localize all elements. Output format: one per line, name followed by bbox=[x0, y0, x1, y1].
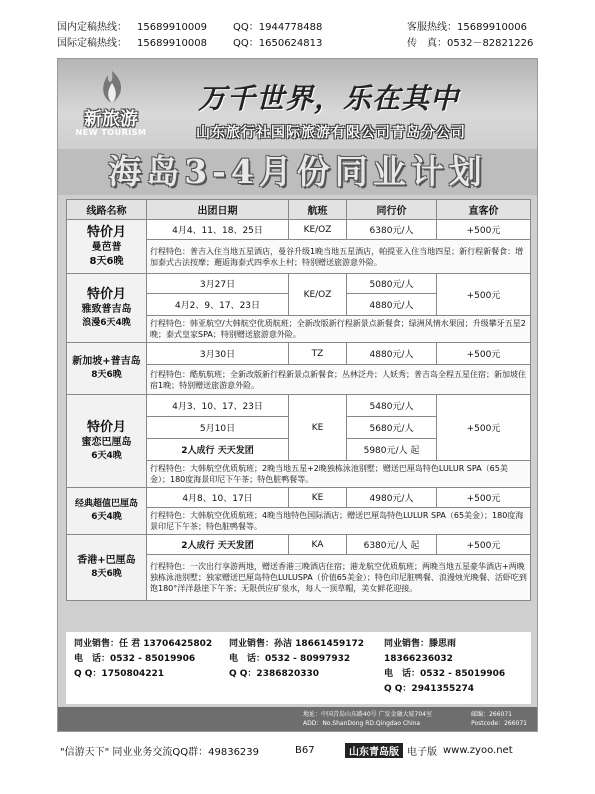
route-peer-price: 6380元/人 起 bbox=[347, 535, 437, 555]
route-name-cell bbox=[67, 274, 147, 343]
top-hotline-bar bbox=[57, 20, 537, 54]
route-name-cell bbox=[67, 343, 147, 395]
route-flight: TZ bbox=[289, 343, 347, 365]
route-date: 4月2、9、17、23日 bbox=[147, 294, 289, 316]
slogan: 万千世界，乐在其中 bbox=[198, 82, 460, 115]
col-route: 线路名称 bbox=[67, 200, 147, 220]
route-name-cell bbox=[67, 220, 147, 274]
contact-tel: 电 话：0532 - 85019906 bbox=[384, 669, 506, 679]
route-days: 6天4晚 bbox=[91, 512, 122, 522]
route-features: 行程特色：韩亚航空/大韩航空优质航班；全新改版新行程新景点新餐食；绿洲风情水果园；升级攀牙五星2晚；泰式皇家SPA；特别赠送旅游意外险。 bbox=[147, 316, 531, 343]
contact-qq: Q Q：2386820330 bbox=[229, 669, 320, 679]
intl-hotline-phone: 15689910008 bbox=[137, 38, 207, 49]
route-name-cell bbox=[67, 395, 147, 488]
brand-name: 新旅游 bbox=[84, 109, 138, 130]
col-peer-price: 同行价 bbox=[347, 200, 437, 220]
route-name: 雅致普吉岛 bbox=[81, 303, 132, 315]
edition-badge: 山东青岛版 bbox=[345, 743, 403, 758]
fax-label: 传 真： bbox=[407, 38, 447, 49]
page-number: B67 bbox=[295, 744, 315, 756]
table-row bbox=[67, 395, 531, 417]
service-hotline-label: 客服热线： bbox=[407, 22, 457, 33]
address-en: ADD：No.ShanDong RD.Qingdao China bbox=[303, 720, 421, 727]
domestic-hotline-phone: 15689910009 bbox=[137, 22, 207, 33]
contact-card bbox=[376, 632, 531, 704]
route-days: 浪漫6天4晚 bbox=[82, 317, 131, 328]
table-row bbox=[67, 535, 531, 555]
route-peer-price: 6380元/人 bbox=[347, 220, 437, 240]
domestic-hotline-qq: QQ：1944778488 bbox=[233, 22, 323, 33]
contact-qq: Q Q：1750804221 bbox=[74, 669, 165, 679]
intl-hotline-qq: QQ：1650624813 bbox=[233, 38, 323, 49]
domestic-hotline-label: 国内定稿热线： bbox=[57, 22, 127, 33]
route-name: 曼芭普 bbox=[91, 241, 122, 253]
address-bar bbox=[58, 707, 538, 732]
route-features: 行程特色：大韩航空优质航班；2晚当地五星+2晚独栋泳池别墅；赠送巴厘岛特色LULUR SPA（65美金）；180度海景印尼下午茶；特色脏鸭餐等。 bbox=[147, 461, 531, 488]
brand-logo bbox=[66, 69, 156, 139]
contact-sales: 同业销售：滕思雨 18366236032 bbox=[384, 639, 457, 664]
route-peer-price: 5480元/人 bbox=[347, 395, 437, 417]
intl-hotline-label: 国际定稿热线： bbox=[57, 38, 127, 49]
route-date: 5月10日 bbox=[147, 417, 289, 439]
route-date: 4月3、10、17、23日 bbox=[147, 395, 289, 417]
travel-flyer bbox=[57, 58, 538, 732]
route-flight: KE/OZ bbox=[289, 220, 347, 240]
route-days: 8天6晚 bbox=[91, 569, 122, 579]
address-cn: 地址：中国青岛山东路40号 广发金融大厦704室 bbox=[303, 711, 432, 718]
route-retail-price: +500元 bbox=[437, 343, 531, 365]
postcode-en: Postcode：266071 bbox=[471, 720, 527, 727]
route-peer-price: 4980元/人 bbox=[347, 488, 437, 508]
table-row bbox=[67, 274, 531, 294]
edition-label: 电子版 bbox=[407, 746, 437, 758]
route-flight: KE/OZ bbox=[289, 274, 347, 316]
page-footer bbox=[60, 742, 538, 758]
route-date: 4月4、11、18、25日 bbox=[147, 220, 289, 240]
route-features: 行程特色：酷航航班；全新改版新行程新景点新餐食；丛林泛舟；人妖秀；普吉岛全程五星住宿；新加坡住宿1晚；特别赠送旅游意外险。 bbox=[147, 365, 531, 395]
route-date: 3月27日 bbox=[147, 274, 289, 294]
contact-card bbox=[221, 632, 376, 704]
sales-contacts bbox=[66, 632, 531, 704]
route-name-cell bbox=[67, 488, 147, 535]
route-peer-price: 4880元/人 bbox=[347, 343, 437, 365]
route-days: 8天6晚 bbox=[89, 255, 124, 267]
route-tag: 特价月 bbox=[86, 419, 126, 435]
contact-qq: Q Q：2941355274 bbox=[384, 684, 475, 694]
route-peer-price: 5680元/人 bbox=[347, 417, 437, 439]
postcode-cn: 邮编：266071 bbox=[471, 711, 512, 718]
hotline-row-1 bbox=[57, 20, 537, 36]
table-row bbox=[67, 343, 531, 365]
route-tag: 特价月 bbox=[86, 286, 126, 302]
col-date: 出团日期 bbox=[147, 200, 289, 220]
brand-subtitle: NEW TOURISM bbox=[75, 128, 147, 137]
route-days: 6天4晚 bbox=[91, 450, 122, 461]
footer-qq-group: "信游天下" 同业业务交流QQ群：49836239 bbox=[60, 746, 260, 758]
route-features: 行程特色：普吉入住当地五星酒店，曼谷升级1晚当地五星酒店，帕提亚入住当地四星；新行程新餐食：增加泰式古法按摩；邂逅海泰式四季水上村；特别赠送旅游意外险。 bbox=[147, 240, 531, 274]
table-header-row bbox=[67, 200, 531, 220]
route-name-cell bbox=[67, 535, 147, 601]
website-link[interactable]: www.zyoo.net bbox=[443, 744, 513, 756]
route-peer-price: 4880元/人 bbox=[347, 294, 437, 316]
route-name: 蜜恋巴厘岛 bbox=[81, 436, 132, 448]
route-date: 2人成行 天天发团 bbox=[147, 535, 289, 555]
route-tag: 特价月 bbox=[86, 224, 126, 240]
route-days: 8天6晚 bbox=[91, 370, 122, 380]
contact-tel: 电 话：0532 - 80997932 bbox=[229, 654, 351, 664]
company-name: 山东旅行社国际旅游有限公司青岛分公司 bbox=[196, 125, 466, 141]
page-title: 海岛3-4月份同业计划 bbox=[58, 149, 537, 195]
flyer-header bbox=[58, 59, 537, 149]
route-retail-price: +500元 bbox=[437, 535, 531, 555]
route-date: 3月30日 bbox=[147, 343, 289, 365]
route-peer-price: 5980元/人 起 bbox=[347, 439, 437, 461]
col-retail-price: 直客价 bbox=[437, 200, 531, 220]
route-date: 2人成行 天天发团 bbox=[147, 439, 289, 461]
col-flight: 航班 bbox=[289, 200, 347, 220]
contact-tel: 电 话：0532 - 85019906 bbox=[74, 654, 196, 664]
route-flight: KA bbox=[289, 535, 347, 555]
route-name: 经典超值巴厘岛 bbox=[74, 499, 138, 509]
route-retail-price: +500元 bbox=[437, 220, 531, 240]
route-retail-price: +500元 bbox=[437, 274, 531, 316]
route-date: 4月8、10、17日 bbox=[147, 488, 289, 508]
route-name: 新加坡+普吉岛 bbox=[72, 356, 141, 367]
service-hotline-value: 15689910006 bbox=[457, 22, 527, 33]
route-name: 香港+巴厘岛 bbox=[77, 555, 136, 566]
postcode bbox=[471, 710, 527, 728]
route-features: 行程特色：一次出行享游两地，赠送香港三晚酒店住宿；港龙航空优质航班；两晚当地五星豪华酒店+两晚独栋泳池别墅；独家赠送巴厘岛特色LULUSPA（价值65美金）；特色印尼脏鸭餐、浪漫烛光晚餐、活虾吃到饱180°洋洋悬崖下午茶；无限供应矿泉水，每人一顶草帽，美女鲜花迎接。 bbox=[147, 555, 531, 601]
contact-sales: 同业销售：任 君 13706425802 bbox=[74, 639, 213, 649]
route-peer-price: 5080元/人 bbox=[347, 274, 437, 294]
table-row bbox=[67, 488, 531, 508]
fax-value: 0532－82821226 bbox=[447, 38, 534, 49]
route-retail-price: +500元 bbox=[437, 488, 531, 508]
contact-card bbox=[66, 632, 221, 704]
tour-plan-table bbox=[66, 199, 531, 601]
hotline-row-2 bbox=[57, 36, 537, 52]
route-retail-price: +500元 bbox=[437, 395, 531, 461]
route-flight: KE bbox=[289, 488, 347, 508]
table-row bbox=[67, 220, 531, 240]
contact-sales: 同业销售：孙洁 18661459172 bbox=[229, 639, 365, 649]
route-flight: KE bbox=[289, 395, 347, 461]
flame-logo-icon bbox=[94, 69, 130, 105]
route-features: 行程特色：大韩航空优质航班；4晚当地特色国际酒店；赠送巴厘岛特色LULUR SPA（65美金）；180度海景印尼下午茶；特色脏鸭餐等。 bbox=[147, 508, 531, 535]
